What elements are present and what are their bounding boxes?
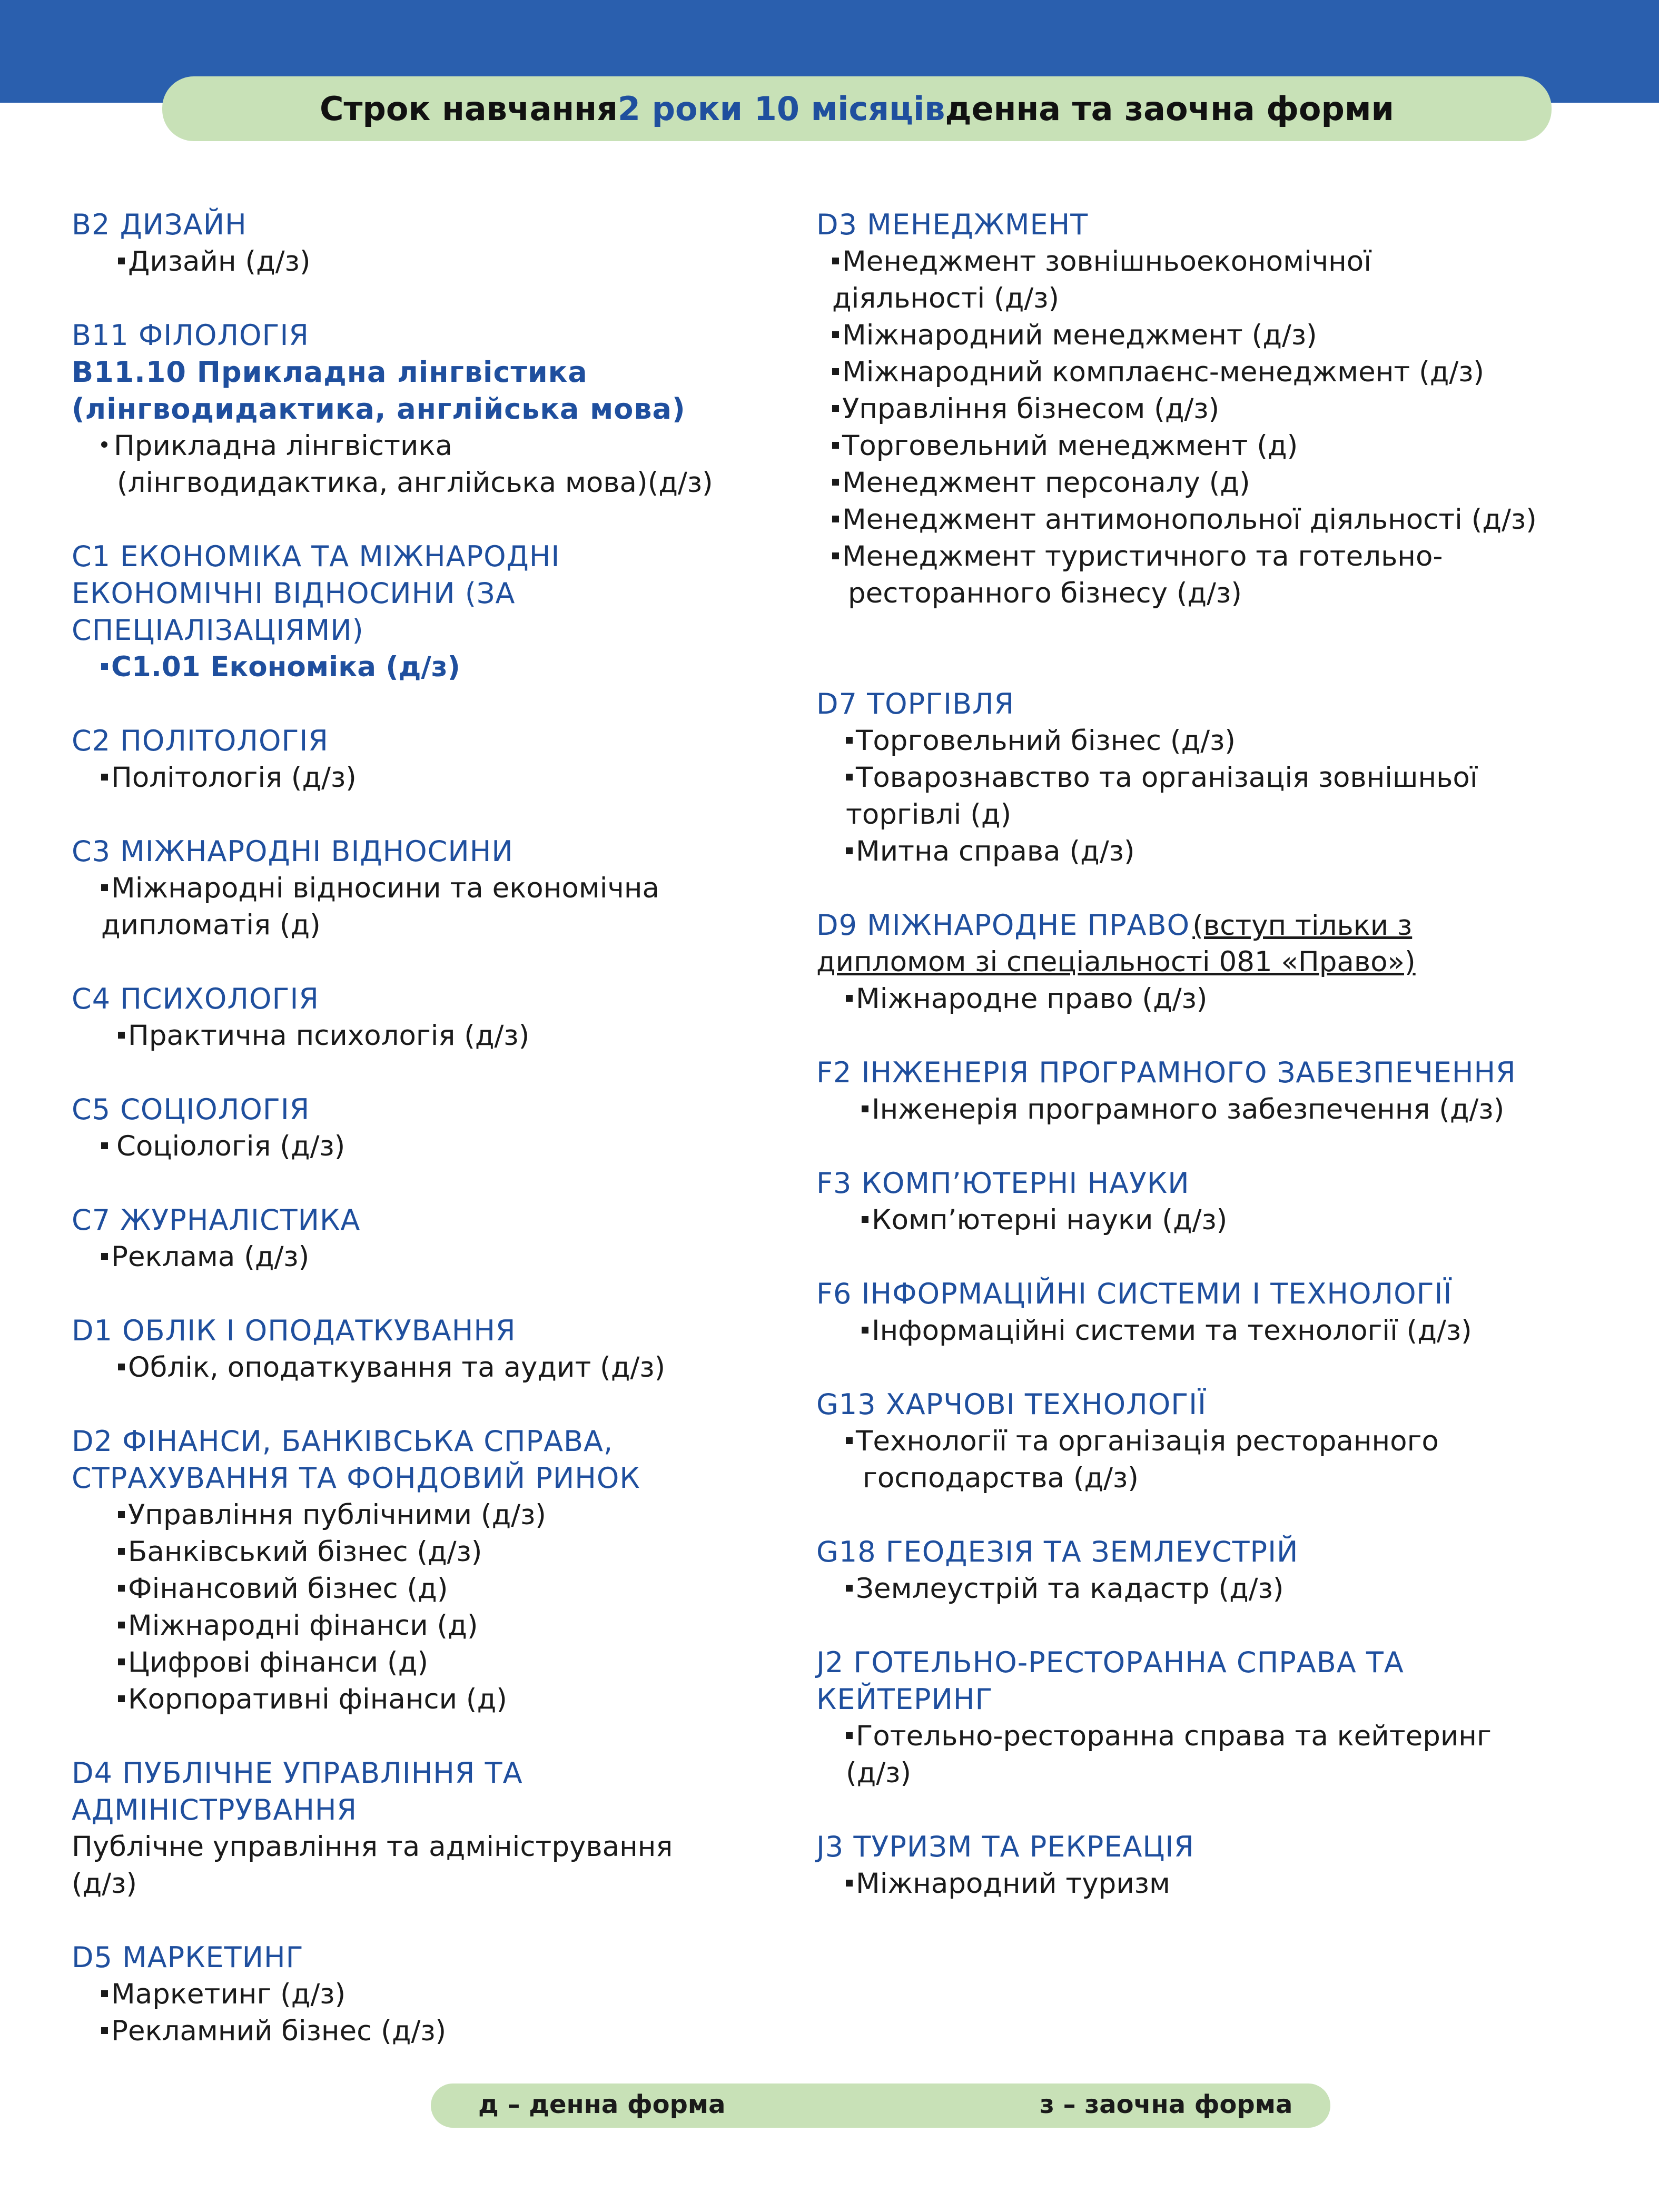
section-heading: D9 МІЖНАРОДНЕ ПРАВО [816,908,1190,942]
section-heading: C5 СОЦІОЛОГІЯ [72,1093,310,1126]
list-item: Реклама (д/з) [72,1239,783,1276]
list-item: C1.01 Економіка (д/з) [72,649,783,686]
section-g13 [816,1386,1627,1497]
list-item: Менеджмент антимонопольної діяльності (д/з) [816,501,1627,538]
list-item-continuation: ресторанного бізнесу (д/з) [848,577,1242,609]
section-heading: АДМІНІСТРУВАННЯ [72,1793,358,1826]
section-f2 [816,1054,1627,1128]
section-d2 [72,1423,783,1718]
section-j2 [816,1644,1627,1792]
list-item-continuation: (д/з) [846,1757,912,1789]
list-item: Комп’ютерні науки (д/з) [816,1202,1627,1239]
section-c3 [72,833,783,944]
list-item: Міжнародний комплаєнс-менеджмент (д/з) [816,354,1627,391]
section-heading: ЕКОНОМІЧНІ ВІДНОСИНИ (ЗА [72,577,516,610]
section-heading: G13 ХАРЧОВІ ТЕХНОЛОГІЇ [816,1388,1207,1421]
legend [431,2083,1330,2128]
section-heading: C1 ЕКОНОМІКА ТА МІЖНАРОДНІ [72,540,560,573]
list-item: Товарознавство та організація зовнішньої [816,759,1627,796]
list-item: Банківський бізнес (д/з) [72,1534,783,1571]
section-d5 [72,1939,783,2050]
section-d7 [816,686,1627,870]
list-item-continuation: господарства (д/з) [863,1462,1139,1494]
list-item: Міжнародний туризм [816,1865,1627,1902]
section-heading: D1 ОБЛІК І ОПОДАТКУВАННЯ [72,1314,516,1347]
list-item: Дизайн (д/з) [72,243,783,280]
section-d9 [816,907,1627,1018]
section-heading: G18 ГЕОДЕЗІЯ ТА ЗЕМЛЕУСТРІЙ [816,1535,1299,1568]
section-heading: D2 ФІНАНСИ, БАНКІВСЬКА СПРАВА, [72,1425,614,1458]
list-item: Облік, оподаткування та аудит (д/з) [72,1349,783,1386]
page-title [162,76,1552,141]
section-heading: D7 ТОРГІВЛЯ [816,687,1015,720]
list-item-continuation: (лінгводидактика, англійська мова)(д/з) [117,467,713,499]
list-item: Торговельний менеджмент (д) [816,428,1627,465]
section-c5 [72,1091,783,1165]
section-d4 [72,1755,783,1902]
right-column [816,206,1627,1902]
list-item: Землеустрій та кадастр (д/з) [816,1571,1627,1607]
section-j3 [816,1829,1627,1902]
section-f3 [816,1165,1627,1239]
section-b11 [72,317,783,501]
admission-note: (вступ тільки з [1192,910,1413,942]
list-item: Готельно-ресторанна справа та кейтеринг [816,1718,1627,1755]
title-duration: 2 роки 10 місяців [617,90,945,128]
list-item: Технології та організація ресторанного [816,1423,1627,1460]
section-heading: СТРАХУВАННЯ ТА ФОНДОВИЙ РИНОК [72,1461,640,1495]
section-heading-row [816,907,1627,944]
section-heading: C3 МІЖНАРОДНІ ВІДНОСИНИ [72,835,514,868]
section-heading: D3 МЕНЕДЖМЕНТ [816,208,1089,241]
program-text: (д/з) [72,1868,137,1900]
section-g18 [816,1534,1627,1607]
list-item: Торговельний бізнес (д/з) [816,723,1627,759]
section-heading: C4 ПСИХОЛОГІЯ [72,982,319,1015]
section-heading: F2 ІНЖЕНЕРІЯ ПРОГРАМНОГО ЗАБЕЗПЕЧЕННЯ [816,1056,1516,1089]
list-item: Менеджмент персоналу (д) [816,465,1627,501]
list-item: Соціологія (д/з) [72,1128,783,1165]
list-item: Менеджмент зовнішньоекономічної [816,243,1627,280]
section-c1 [72,538,783,686]
list-item: Практична психологія (д/з) [72,1018,783,1054]
list-item: Корпоративні фінанси (д) [72,1681,783,1718]
list-item: Фінансовий бізнес (д) [72,1571,783,1607]
title-suffix: денна та заочна форми [945,90,1394,128]
list-item: Міжнародні відносини та економічна [72,870,783,907]
section-heading: D4 ПУБЛІЧНЕ УПРАВЛІННЯ ТА [72,1756,523,1790]
list-item: Митна справа (д/з) [816,833,1627,870]
list-item-continuation: діяльності (д/з) [832,282,1060,314]
list-item: Управління бізнесом (д/з) [816,391,1627,428]
list-item: Політологія (д/з) [72,759,783,796]
section-heading: J2 ГОТЕЛЬНО-РЕСТОРАННА СПРАВА ТА [816,1646,1404,1679]
section-heading: J3 ТУРИЗМ ТА РЕКРЕАЦІЯ [816,1830,1194,1863]
section-heading: B2 ДИЗАЙН [72,208,247,241]
list-item: Маркетинг (д/з) [72,1976,783,2013]
section-f6 [816,1276,1627,1349]
section-heading: СПЕЦІАЛІЗАЦІЯМИ) [72,614,364,647]
list-item: Рекламний бізнес (д/з) [72,2013,783,2050]
section-d1 [72,1312,783,1386]
legend-extramural: з – заочна форма [1040,2090,1293,2119]
list-item: Міжнародне право (д/з) [816,981,1627,1018]
subsection-heading: (лінгводидактика, англійська мова) [72,392,686,426]
section-heading: B11 ФІЛОЛОГІЯ [72,319,309,352]
title-prefix: Строк навчання [320,90,618,128]
list-item: Інформаційні системи та технології (д/з) [816,1312,1627,1349]
list-item: Цифрові фінанси (д) [72,1644,783,1681]
section-heading: C2 ПОЛІТОЛОГІЯ [72,724,329,757]
list-item: Міжнародний менеджмент (д/з) [816,317,1627,354]
section-c2 [72,723,783,796]
program-text: Публічне управління та адміністрування [72,1831,673,1863]
list-item: Менеджмент туристичного та готельно- [816,538,1627,575]
admission-note: дипломом зі спеціальності 081 «Право») [816,946,1416,978]
section-c7 [72,1202,783,1276]
section-d3 [816,206,1627,612]
list-item-continuation: торгівлі (д) [846,798,1012,831]
section-heading: C7 ЖУРНАЛІСТИКА [72,1203,361,1237]
section-heading: D5 МАРКЕТИНГ [72,1941,304,1974]
section-heading: F6 ІНФОРМАЦІЙНІ СИСТЕМИ І ТЕХНОЛОГІЇ [816,1277,1453,1310]
list-item: Управління публічними (д/з) [72,1497,783,1534]
list-item: Інженерія програмного забезпечення (д/з) [816,1091,1627,1128]
list-item: Міжнародні фінанси (д) [72,1607,783,1644]
left-column [72,206,783,2050]
section-heading: КЕЙТЕРИНГ [816,1683,993,1716]
legend-day: д – денна форма [478,2090,726,2119]
section-heading: F3 КОМП’ЮТЕРНІ НАУКИ [816,1167,1190,1200]
list-item: Прикладна лінгвістика [72,428,783,465]
subsection-heading: B11.10 Прикладна лінгвістика [72,355,588,389]
section-c4 [72,981,783,1054]
section-b2 [72,206,783,280]
list-item-continuation: дипломатія (д) [101,909,321,941]
